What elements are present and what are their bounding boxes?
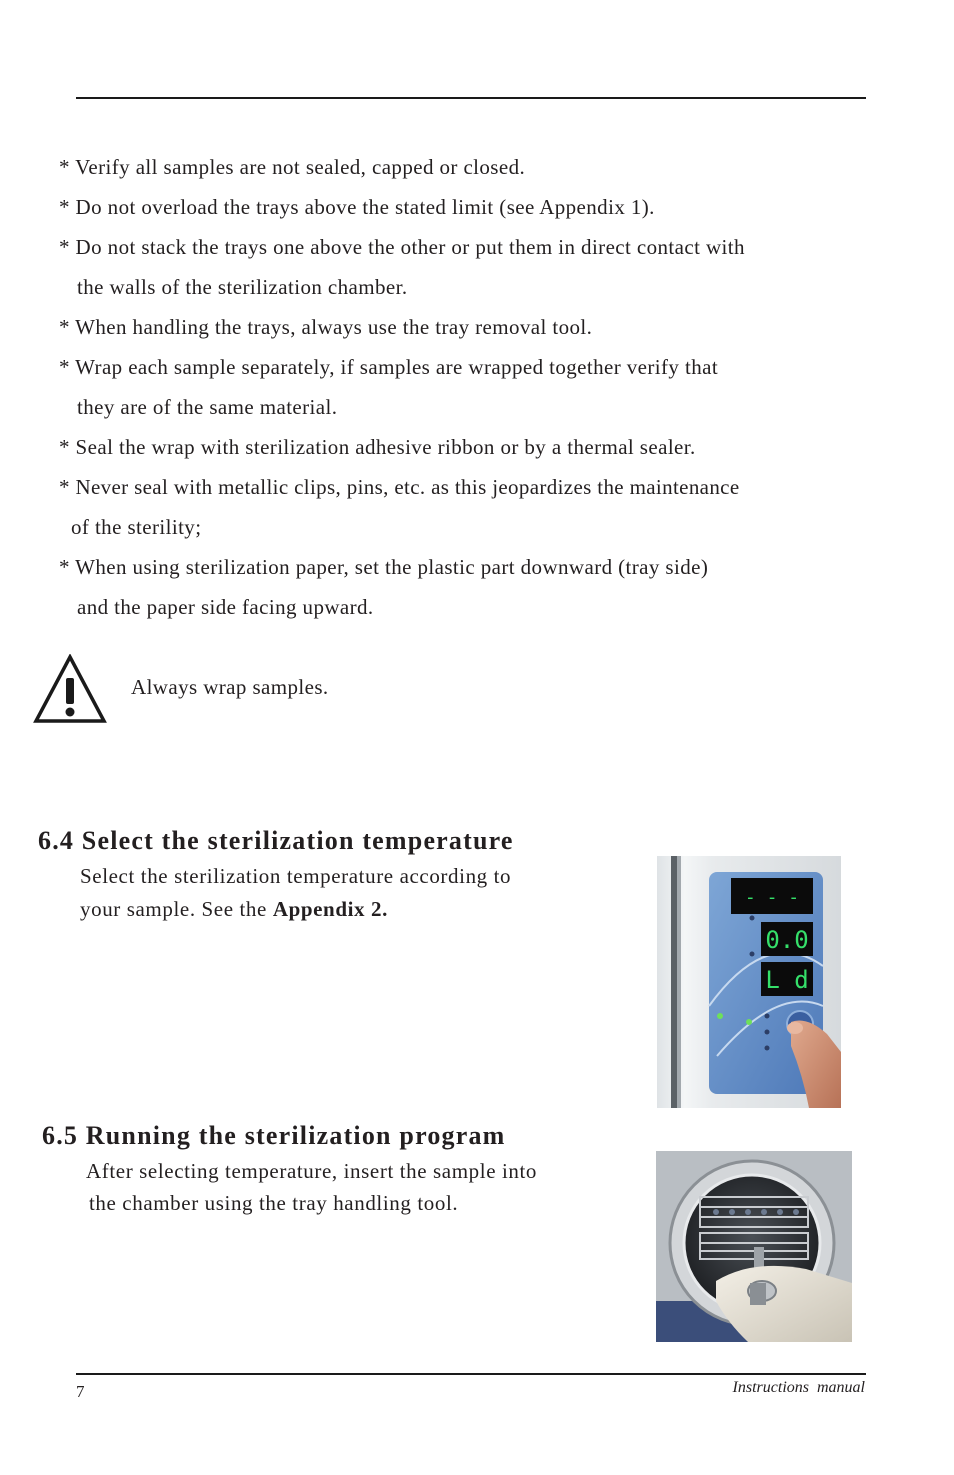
display-mid: 0.0 [765, 926, 809, 954]
bullet-continuation: and the paper side facing upward. [77, 595, 374, 619]
bullet-item: * Verify all samples are not sealed, capped or closed. [59, 155, 526, 179]
section-6-4-line2-text: your sample. See the [80, 897, 273, 921]
section-6-4-line1: Select the sterilization temperature according to [80, 864, 512, 888]
bullet-item: * When using sterilization paper, set the plastic part downward (tray side) [59, 555, 709, 579]
footer-rule [76, 1373, 866, 1375]
section-6-5-line1: After selecting temperature, insert the sample into [86, 1159, 538, 1183]
warning-text: Always wrap samples. [131, 675, 329, 699]
appendix-2-reference: Appendix 2. [272, 897, 388, 921]
bullet-continuation: the walls of the sterilization chamber. [77, 275, 408, 299]
section-6-5-title: 6.5 Running the sterilization program [42, 1121, 506, 1150]
bullet-item: * Wrap each sample separately, if samples are wrapped together verify that [59, 355, 719, 379]
bullet-item: * Seal the wrap with sterilization adhesive ribbon or by a thermal sealer. [59, 435, 696, 459]
display-bottom: L d [765, 966, 809, 994]
footer-manual-title: Instructions manual [732, 1379, 865, 1396]
bullet-item: * Do not stack the trays one above the other or put them in direct contact with [59, 235, 745, 259]
control-panel-photo [657, 856, 841, 1108]
bullet-continuation: of the sterility; [71, 515, 202, 539]
display-top: - - - [744, 887, 800, 908]
bullet-item: * When handling the trays, always use the tray removal tool. [59, 315, 593, 339]
section-6-5-line2: the chamber using the tray handling tool. [89, 1191, 459, 1215]
bullet-item: * Do not overload the trays above the stated limit (see Appendix 1). [59, 195, 655, 219]
chamber-photo [656, 1151, 852, 1342]
section-6-4-line2 [80, 897, 388, 921]
bullet-item: * Never seal with metallic clips, pins, etc. as this jeopardizes the maintenance [59, 475, 740, 499]
section-6-4-title: 6.4 Select the sterilization temperature [38, 826, 514, 855]
header-rule [76, 97, 866, 99]
warning-triangle-icon [33, 654, 107, 724]
page-number: 7 [76, 1382, 85, 1401]
bullet-continuation: they are of the same material. [77, 395, 338, 419]
